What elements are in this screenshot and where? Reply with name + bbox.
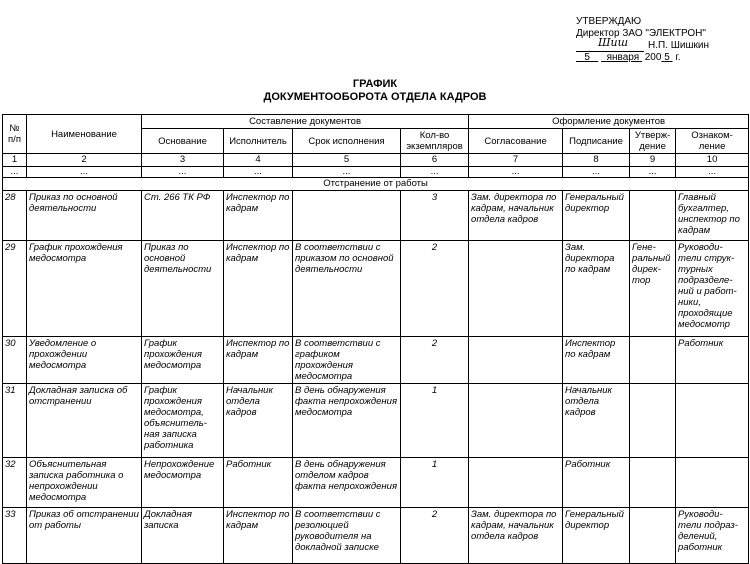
row-copies: 1 [401,458,469,508]
row-num: 29 [3,241,27,337]
row-executor: Начальник отдела кадров [224,384,293,458]
row-copies: 1 [401,384,469,458]
table-row [3,458,749,508]
ellipsis-cell: ... [676,167,749,178]
col-number: 1 [3,154,27,167]
header-copies: Кол-во экземпляров [401,129,469,154]
table-row [3,241,749,337]
approval-day: 5 [584,52,590,63]
row-deadline: В соответствии с резолюцией руководителя на докладной записке [293,508,401,564]
row-executor: Инспектор по кадрам [224,508,293,564]
header-signing: Подписание [563,129,630,154]
table-row [3,508,749,564]
row-name: Приказ по основной деятельности [27,191,142,241]
doc-subtitle: ДОКУМЕНТООБОРОТА ОТДЕЛА КАДРОВ [263,91,487,103]
row-copies: 2 [401,241,469,337]
row-basis: График прохождения медосмотра [142,337,224,384]
row-familiarization: Работник [676,337,749,384]
row-approval [630,337,676,384]
col-number: 4 [224,154,293,167]
header-deadline: Срок исполнения [293,129,401,154]
row-agreement [469,337,563,384]
row-copies: 2 [401,337,469,384]
ellipsis-cell: ... [3,167,27,178]
header-executor: Исполнитель [224,129,293,154]
row-name: Приказ об отстранении от работы [27,508,142,564]
header-agreement: Согласование [469,129,563,154]
row-deadline: В соответствии с графиком прохождения медосмотра [293,337,401,384]
ellipsis-cell: ... [224,167,293,178]
row-num: 31 [3,384,27,458]
ellipsis-cell: ... [401,167,469,178]
row-basis: График прохождения медосмотра, объяснитель-ная записка работника [142,384,224,458]
col-number: 9 [630,154,676,167]
approval-position: Директор ЗАО "ЭЛЕКТРОН" [576,28,706,39]
row-deadline: В день обнаружения факта непрохождения медосмотра [293,384,401,458]
row-signing: Генеральный директор [563,191,630,241]
row-approval: Гене-ральный дирек-тор [630,241,676,337]
row-name: График прохождения медосмотра [27,241,142,337]
row-basis: Ст. 266 ТК РФ [142,191,224,241]
row-name: Уведомление о прохождении медосмотра [27,337,142,384]
row-deadline: В день обнаружения отделом кадров факта непрохождения [293,458,401,508]
col-number: 6 [401,154,469,167]
ellipsis-cell: ... [27,167,142,178]
header-approval: Утверж-дение [630,129,676,154]
ellipsis-cell: ... [142,167,224,178]
row-signing: Генеральный директор [563,508,630,564]
row-familiarization [676,384,749,458]
ellipsis-cell: ... [563,167,630,178]
approval-heading: УТВЕРЖДАЮ [576,16,642,27]
table-row [3,337,749,384]
row-familiarization: Руководи-тели подраз-делений, работник [676,508,749,564]
signature: Шиш [598,36,629,49]
col-number: 3 [142,154,224,167]
header-basis: Основание [142,129,224,154]
col-number: 7 [469,154,563,167]
row-num: 30 [3,337,27,384]
row-approval [630,191,676,241]
col-number: 2 [27,154,142,167]
row-agreement [469,458,563,508]
ellipsis-row [3,167,749,178]
row-approval [630,458,676,508]
row-num: 32 [3,458,27,508]
header-group-compose: Составление документов [142,115,469,129]
header-familiarization: Ознаком-ление [676,129,749,154]
row-signing: Зам. директора по кадрам [563,241,630,337]
ellipsis-cell: ... [293,167,401,178]
section-row [3,178,749,191]
row-num: 28 [3,191,27,241]
header-num: № п/п [3,115,27,154]
col-number: 10 [676,154,749,167]
row-executor: Инспектор по кадрам [224,241,293,337]
row-executor: Инспектор по кадрам [224,191,293,241]
row-agreement [469,384,563,458]
row-familiarization: Руководи-тели струк-турных подразделе-ний и работ-ники, проходящие медосмотр [676,241,749,337]
row-agreement [469,241,563,337]
column-numbers-row [3,154,749,167]
col-number: 8 [563,154,630,167]
row-deadline: В соответствии с приказом по основной деятельности [293,241,401,337]
row-basis: Докладная записка [142,508,224,564]
row-name: Объяснительная записка работника о непрохождении медосмотра [27,458,142,508]
row-copies: 3 [401,191,469,241]
header-group-process: Оформление документов [469,115,749,129]
row-name: Докладная записка об отстранении [27,384,142,458]
approval-year-prefix: 200 [644,52,662,63]
row-basis: Приказ по основной деятельности [142,241,224,337]
row-num: 33 [3,508,27,564]
row-agreement: Зам. директора по кадрам, начальник отдела кадров [469,191,563,241]
ellipsis-cell: ... [469,167,563,178]
header-name: Наименование [27,115,142,154]
row-familiarization: Главный бухгалтер, инспектор по кадрам [676,191,749,241]
row-signing: Начальник отдела кадров [563,384,630,458]
approval-year-suffix: 5 [664,52,670,63]
row-approval [630,384,676,458]
row-signing: Инспектор по кадрам [563,337,630,384]
row-deadline [293,191,401,241]
row-copies: 2 [401,508,469,564]
approval-month: января [606,52,640,63]
table-row [3,384,749,458]
row-executor: Работник [224,458,293,508]
approval-name: Н.П. Шишкин [648,40,710,51]
approval-year-unit: г. [675,52,681,63]
document-flow-table [2,114,749,564]
row-approval [630,508,676,564]
section-title: Отстранение от работы [3,178,749,191]
doc-title: ГРАФИК [352,78,398,90]
row-executor: Инспектор по кадрам [224,337,293,384]
ellipsis-cell: ... [630,167,676,178]
row-signing: Работник [563,458,630,508]
signature-line [576,36,644,52]
approval-block [576,16,746,64]
row-agreement: Зам. директора по кадрам, начальник отдела кадров [469,508,563,564]
approval-date [576,52,746,64]
col-number: 5 [293,154,401,167]
row-familiarization [676,458,749,508]
row-basis: Непрохождение медосмотра [142,458,224,508]
table-row [3,191,749,241]
